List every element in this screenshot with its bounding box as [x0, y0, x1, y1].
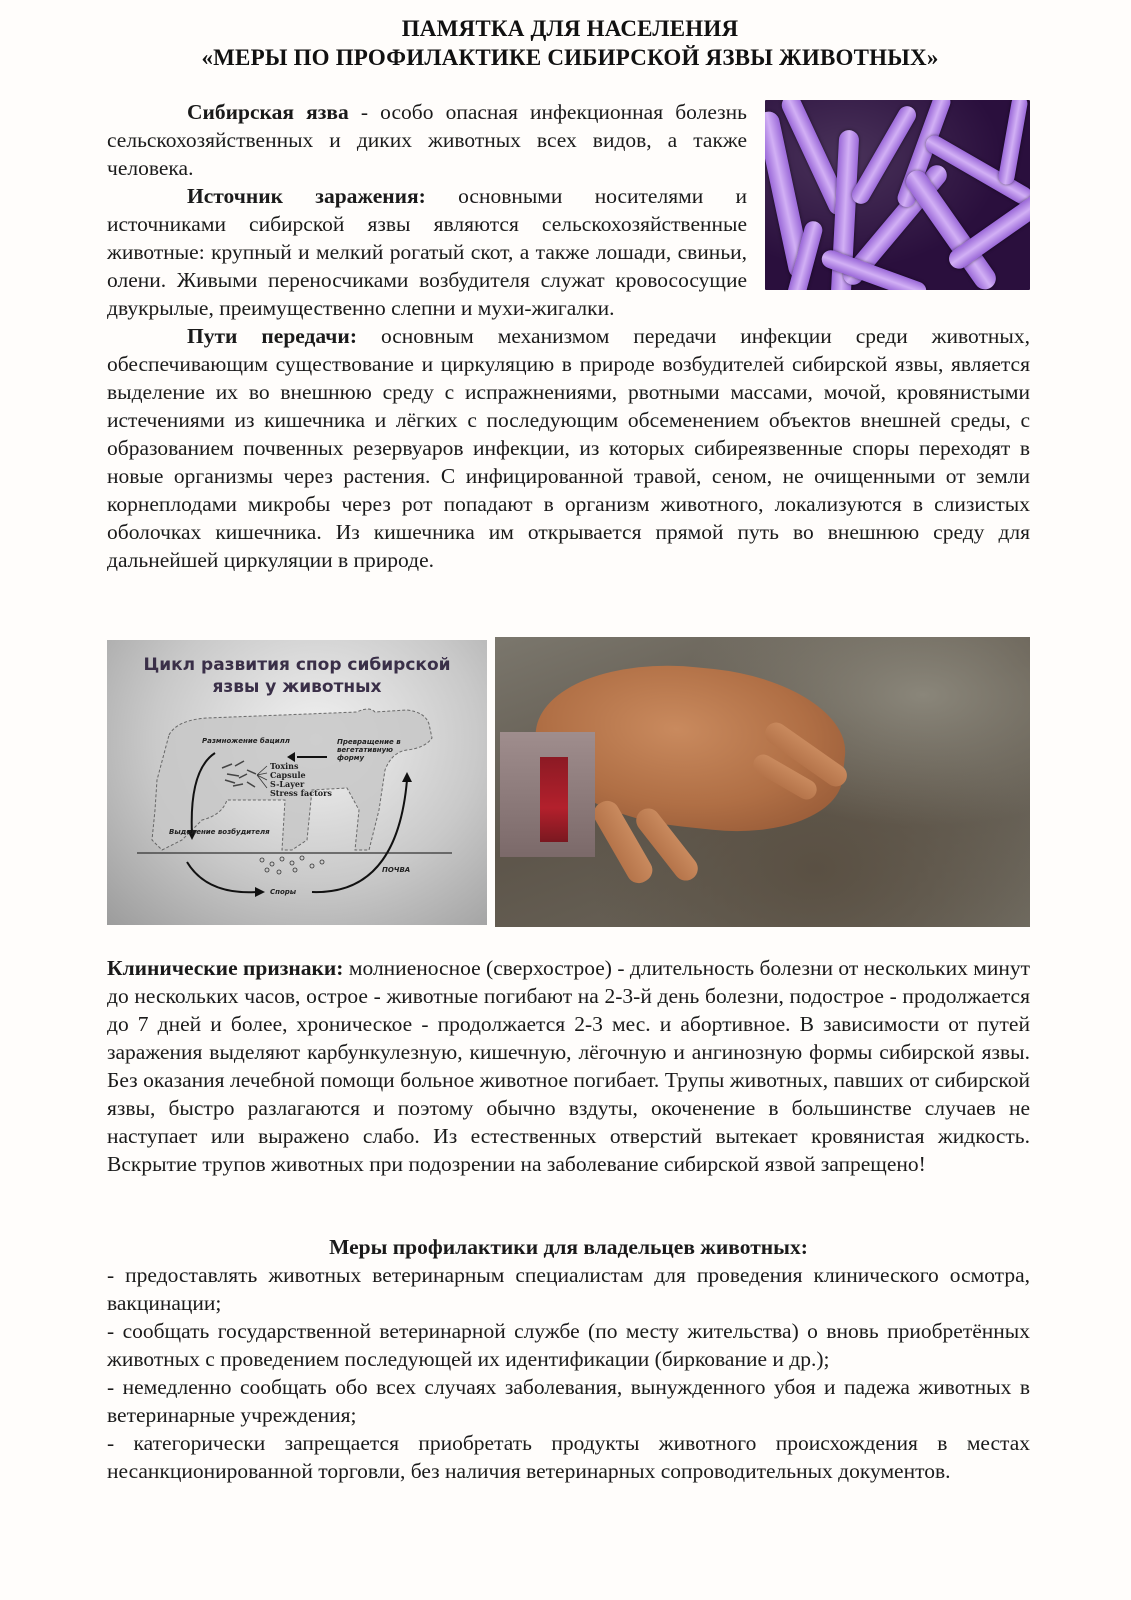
diagram-title: Цикл развития спор сибирской язвы у животных — [143, 655, 451, 697]
virulence-factors: Toxins Capsule S-Layer Stress factors — [270, 761, 332, 798]
clinical-paragraph — [107, 954, 1030, 1178]
bacteria-image — [765, 100, 1030, 290]
dead-animal-photo — [495, 637, 1030, 927]
measure-item: - немедленно сообщать обо всех случаях заболевания, вынужденного убоя и падежа животных в ветеринарные учреждения; — [107, 1375, 1030, 1427]
soil-label: ПОЧВА — [382, 866, 411, 874]
measures-heading: Меры профилактики для владельцев животных: — [329, 1235, 808, 1259]
source-text: основными носителями и источниками сибирской язвы являются сельскохозяйственные животные: крупный и мелкий рогатый скот, а также лошади, свиньи, олени. Живыми переносчиками возбудителя служат кровососущие двукрылые, преимущественно слепни и мухи-жигалки. — [107, 184, 747, 320]
measures-list — [107, 1261, 1030, 1485]
definition-text: - особо опасная инфекционная болезнь сельскохозяйственных и диких животных всех видов, а также человека. — [107, 100, 747, 180]
transmission-text: основным механизмом передачи инфекции среди животных, обеспечивающим существование и циркуляцию в природе возбудителей сибирской язвы, является выделение их во внешнюю среду с испражнениями, рвотными массами, мочой, кровянистыми истечениями из кишечника и лёгких с последующим обсеменением объектов внешней среды, с образованием почвенных резервуаров инфекции, из которых сибиреязвенные споры переходят в новые организмы через растения. С инфицированной травой, сеном, не очищенными от земли корнеплодами микробы через рот попадают в организм животного, локализуются в слизистых оболочках кишечника. Из кишечника им открывается прямой путь во внешнюю среду для дальнейшей циркуляции в природе. — [107, 324, 1030, 572]
intro-section — [107, 98, 1030, 574]
reproduction-label: Размножение бацилл — [202, 737, 290, 745]
document-title — [100, 14, 1040, 72]
bacteria-micrograph — [765, 100, 1030, 290]
definition-term: Сибирская язва — [187, 100, 349, 124]
spore-cycle-diagram — [107, 640, 487, 925]
spores-label: Споры — [270, 888, 297, 896]
figures-row — [107, 637, 1030, 927]
measure-item: - предоставлять животных ветеринарным специалистам для проведения клинического осмотра, вакцинации; — [107, 1263, 1030, 1315]
source-term: Источник заражения: — [187, 184, 426, 208]
title-line-2: «МЕРЫ ПО ПРОФИЛАКТИКЕ СИБИРСКОЙ ЯЗВЫ ЖИВОТНЫХ» — [201, 45, 939, 70]
clinical-text: молниеносное (сверхострое) - длительность болезни от нескольких минут до нескольких часов, острое - животные погибают на 2-3-й день болезни, подострое - продолжается до 7 дней и более, хроническое - продолжается 2-3 мес. и абортивное. В зависимости от путей заражения выделяют карбункулезную, кишечную, лёгочную и ангинозную формы сибирской язвы. Без оказания лечебной помощи больное животное погибает. Трупы животных, павших от сибирской язвы, быстро разлагаются и поэтому обычно вздуты, окоченение в большинстве случаев не наступает или выражено слабо. Из естественных отверстий вытекает кровянистая жидкость. Вскрытие трупов животных при подозрении на заболевание сибирской язвой запрещено! — [107, 956, 1030, 1176]
clinical-term: Клинические признаки: — [107, 956, 344, 980]
transmission-term: Пути передачи: — [187, 324, 357, 348]
clinical-section — [107, 954, 1030, 1178]
transformation-label: Превращение в вегетативную форму — [337, 738, 401, 762]
excretion-label: Выделение возбудителя — [169, 828, 270, 836]
transmission-paragraph — [107, 322, 1030, 574]
measure-item: - категорически запрещается приобретать продукты животного происхождения в местах несанкционированной торговли, без наличия ветеринарных сопроводительных документов. — [107, 1431, 1030, 1483]
title-line-1: ПАМЯТКА ДЛЯ НАСЕЛЕНИЯ — [401, 16, 739, 41]
measure-item: - сообщать государственной ветеринарной службе (по месту жительства) о вновь приобретённых животных с проведением последующей их идентификации (биркование и др.); — [107, 1319, 1030, 1371]
